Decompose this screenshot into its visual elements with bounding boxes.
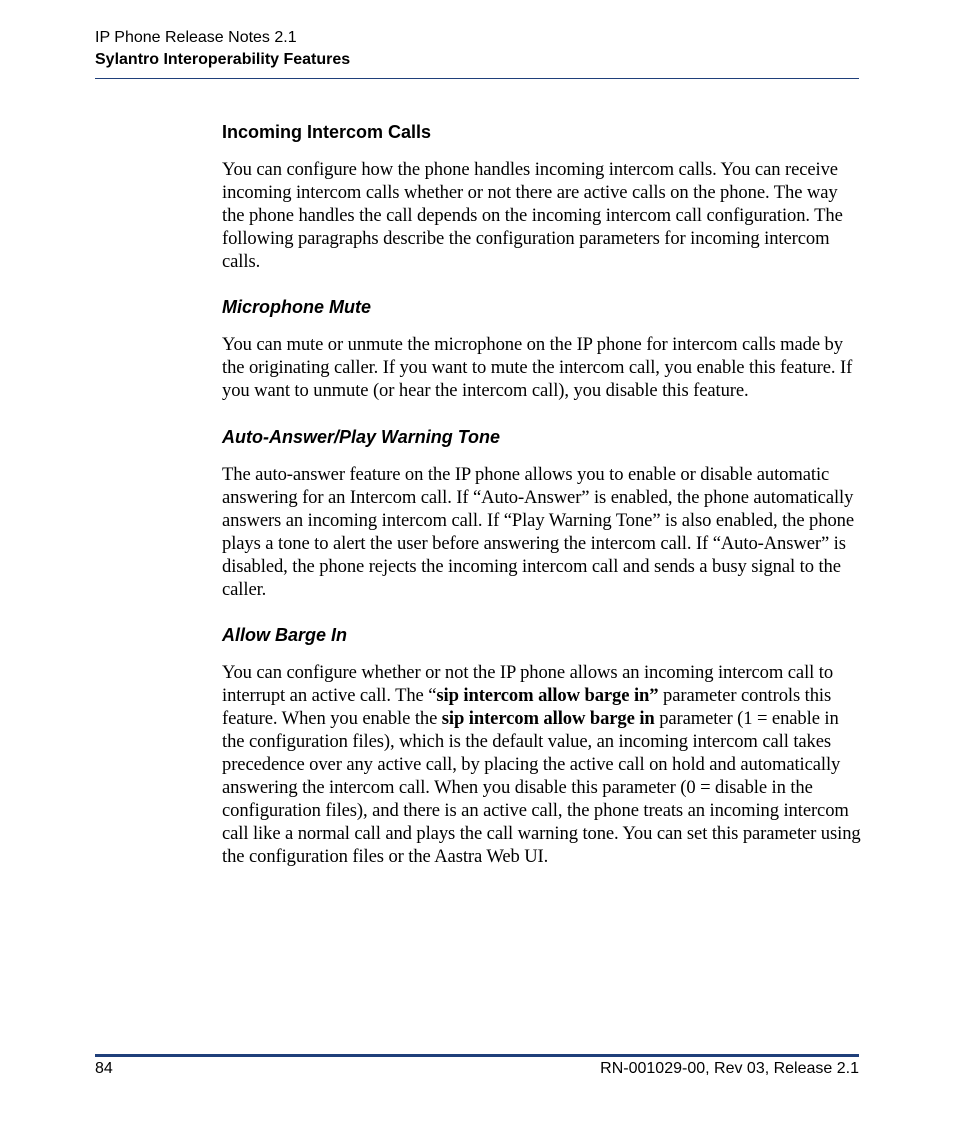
footer-divider — [95, 1054, 859, 1057]
barge-in-param-bold-2: sip intercom allow barge in — [441, 708, 655, 729]
document-id: RN-001029-00, Rev 03, Release 2.1 — [600, 1060, 859, 1077]
section-heading-incoming-intercom-calls: Incoming Intercom Calls — [222, 122, 432, 142]
intro-paragraph: You can configure how the phone handles incoming intercom calls. You can receive incoming intercom calls whether or not there are active calls on the phone. The way the phone handles the call depends on the incoming intercom call configuration. The following paragraphs describe the configuration parameters for incoming intercom calls. — [222, 159, 843, 272]
document-title: IP Phone Release Notes 2.1 — [95, 29, 297, 46]
subheading-allow-barge-in: Allow Barge In — [222, 625, 348, 645]
barge-in-text-3: parameter (1 = enable in the configuration files), which is the default value, an incoming intercom call takes precedence over any active call, by placing the active call on hold and automatically answering the intercom call. When you disable this parameter (0 = disable in the configuration files), and there is an active call, the phone treats an incoming intercom call like a normal call and plays the call warning tone. You can set this parameter using the configuration files or the Aastra Web UI. — [222, 708, 861, 867]
barge-in-text-1: You can configure whether or not the IP phone allows an incoming intercom call to interrupt an active call. The “ — [222, 662, 834, 706]
subheading-microphone-mute: Microphone Mute — [222, 297, 371, 317]
barge-in-param-bold-1: sip intercom allow barge in” — [436, 685, 659, 706]
page-number: 84 — [95, 1060, 113, 1077]
auto-answer-paragraph: The auto-answer feature on the IP phone allows you to enable or disable automatic answering for an Intercom call. If “Auto-Answer” is enabled, the phone automatically answers an incoming intercom call. If “Play Warning Tone” is also enabled, the phone plays a tone to alert the user before answering the intercom call. If “Auto-Answer” is disabled, the phone rejects the incoming intercom call and sends a busy signal to the caller. — [222, 464, 854, 600]
barge-in-text-2: parameter controls this feature. When you enable the — [222, 685, 832, 729]
running-section-title: Sylantro Interoperability Features — [95, 51, 351, 68]
microphone-mute-paragraph: You can mute or unmute the microphone on the IP phone for intercom calls made by the originating caller. If you want to mute the intercom call, you enable this feature. If you want to unmute (or hear the intercom call), you disable this feature. — [222, 334, 853, 401]
header-divider — [95, 78, 859, 79]
subheading-auto-answer: Auto-Answer/Play Warning Tone — [222, 427, 501, 447]
page-header — [95, 26, 859, 70]
main-content — [222, 120, 862, 891]
allow-barge-in-paragraph — [222, 661, 862, 868]
